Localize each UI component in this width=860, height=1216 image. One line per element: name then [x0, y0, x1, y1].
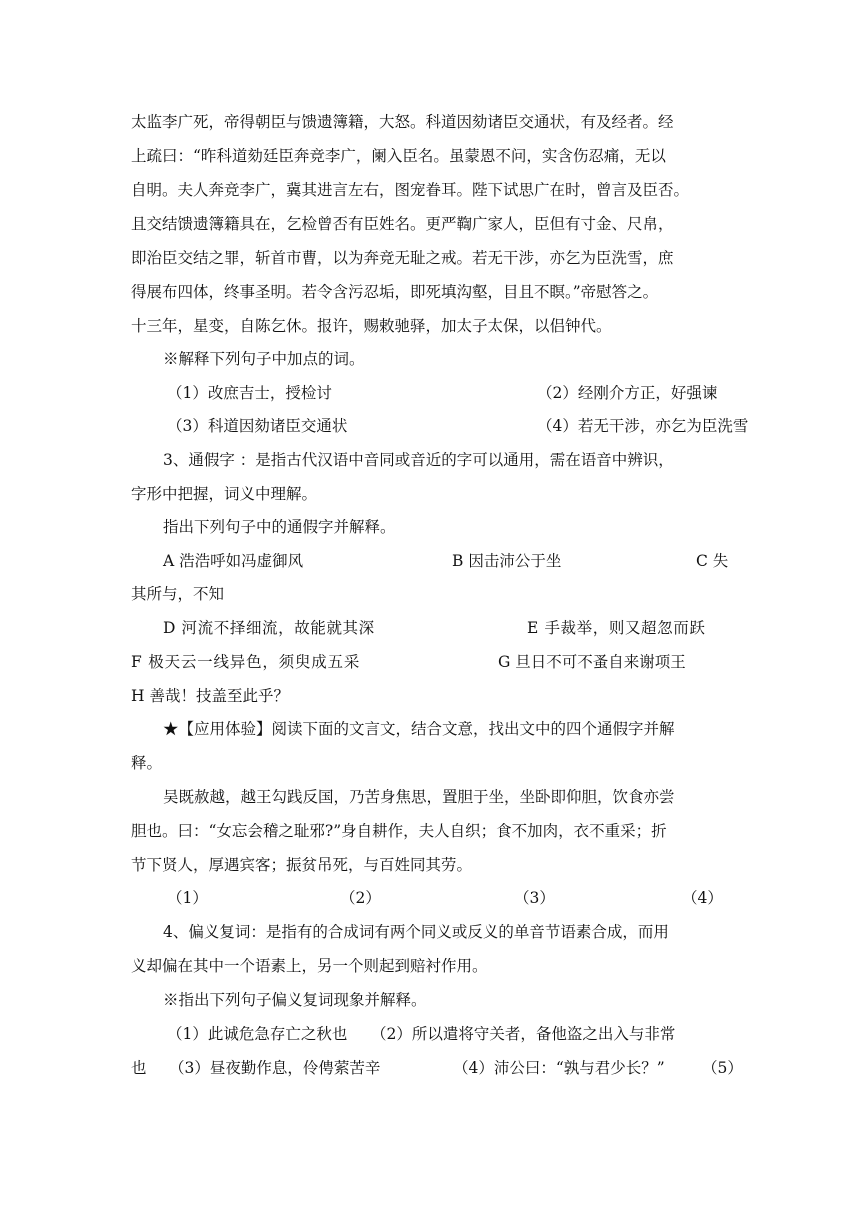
example-item: A 浩浩呼如冯虚御风: [163, 552, 304, 570]
exercise-row: [167, 409, 749, 443]
section-instruction: ※指出下列句子偏义复词现象并解释。: [163, 991, 427, 1009]
application-passage-line: 胆也。曰：“女忘会稽之耻邪?”身自耕作，夫人自织；食不加肉，衣不重采；折: [131, 822, 667, 840]
section-text: 义却偏在其中一个语素上，另一个则起到赔衬作用。: [131, 957, 488, 975]
application-passage-line: 节下贤人，厚遇宾客；振贫吊死，与百姓同其劳。: [131, 856, 473, 874]
exercise-item: （4）若无干涉，亦乞为臣洗雪: [537, 417, 749, 435]
passage-line: 上疏曰：“昨科道劾廷臣奔竞李广，阑入臣名。虽蒙恩不问，实含伤忍痛，无以: [131, 147, 666, 165]
example-item: D 河流不择细流，故能就其深: [163, 619, 375, 637]
exercise-item: （2）经刚介方正，好强谏: [537, 384, 718, 402]
answer-blanks-row: [167, 881, 731, 915]
example-item: （1）此诚危急存亡之秋也: [167, 1025, 348, 1043]
answer-blank: （1）: [167, 889, 208, 907]
example-item: C 失: [696, 552, 729, 570]
example-item: （5）: [702, 1059, 743, 1077]
example-row: [167, 1017, 731, 1051]
answer-blank: （3）: [514, 889, 555, 907]
passage-line: 且交结馈遗簿籍具在，乞检曾否有臣姓名。更严鞫广家人，臣但有寸金、尺帛，: [131, 215, 674, 233]
passage-line: 得展布四体，终事圣明。若令含污忍垢，即死填沟壑，目且不瞑。”帝慰答之。: [131, 283, 659, 301]
section-instruction: 指出下列句子中的通假字并解释。: [163, 518, 396, 536]
exercise-row: [167, 376, 731, 410]
example-item: B 因击沛公于坐: [452, 552, 562, 570]
section-heading: 4、偏义复词：是指有的合成词有两个同义或反义的单音节语素合成，而用: [163, 923, 669, 941]
exercise-item: （1）改庶吉士，授检讨: [167, 384, 332, 402]
application-heading: ★【应用体验】阅读下面的文言文，结合文意，找出文中的四个通假字并解: [163, 720, 675, 738]
passage-line: 十三年，星变，自陈乞休。报许，赐敕驰驿，加太子太保，以侣钟代。: [131, 317, 612, 335]
example-row: 其所与，不知: [131, 585, 225, 603]
section-heading: 3、通假字 ：是指古代汉语中音同或音近的字可以通用，需在语音中辨识，: [163, 451, 674, 469]
passage-line: 太监李广死，帝得朝臣与馈遗簿籍，大怒。科道因劾诸臣交通状，有及经者。经: [131, 113, 674, 131]
section-text: 字形中把握，词义中理解。: [131, 485, 318, 503]
example-row: [131, 1051, 743, 1085]
example-item: （2）所以遣将守关者，备他盗之出入与非常: [371, 1025, 676, 1043]
example-item: （4）沛公曰：“孰与君少长？”: [453, 1059, 665, 1077]
example-row: H 善哉！技盖至此乎？: [131, 687, 289, 705]
answer-blank: （2）: [340, 889, 381, 907]
example-item: G 旦日不可不蚤自来谢项王: [498, 653, 686, 671]
example-item: F 极天云一线异色，须臾成五采: [131, 653, 361, 671]
passage-line: 即治臣交结之罪，斩首市曹，以为奔竞无耻之戒。若无干涉，亦乞为臣洗雪，庶: [131, 249, 674, 267]
example-item: （3）昼夜勤作息，伶俜萦苦辛: [169, 1059, 381, 1077]
example-item: 也: [131, 1059, 147, 1077]
answer-blank: （4）: [682, 889, 723, 907]
example-row: [163, 611, 731, 645]
exercise-item: （3）科道因劾诸臣交通状: [167, 417, 348, 435]
application-text: 释。: [131, 754, 163, 772]
example-item: E 手裁举，则又超忽而跃: [527, 619, 706, 637]
example-row: [131, 645, 731, 679]
example-row: [163, 544, 731, 578]
passage-line: 自明。夫人奔竞李广，冀其进言左右，图宠眷耳。陛下试思广在时，曾言及臣否。: [131, 181, 690, 199]
exercise-instruction: ※解释下列句子中加点的词。: [163, 350, 365, 368]
application-passage-line: 吴既赦越，越王勾践反国，乃苦身焦思，置胆于坐，坐卧即仰胆，饮食亦尝: [163, 788, 675, 806]
